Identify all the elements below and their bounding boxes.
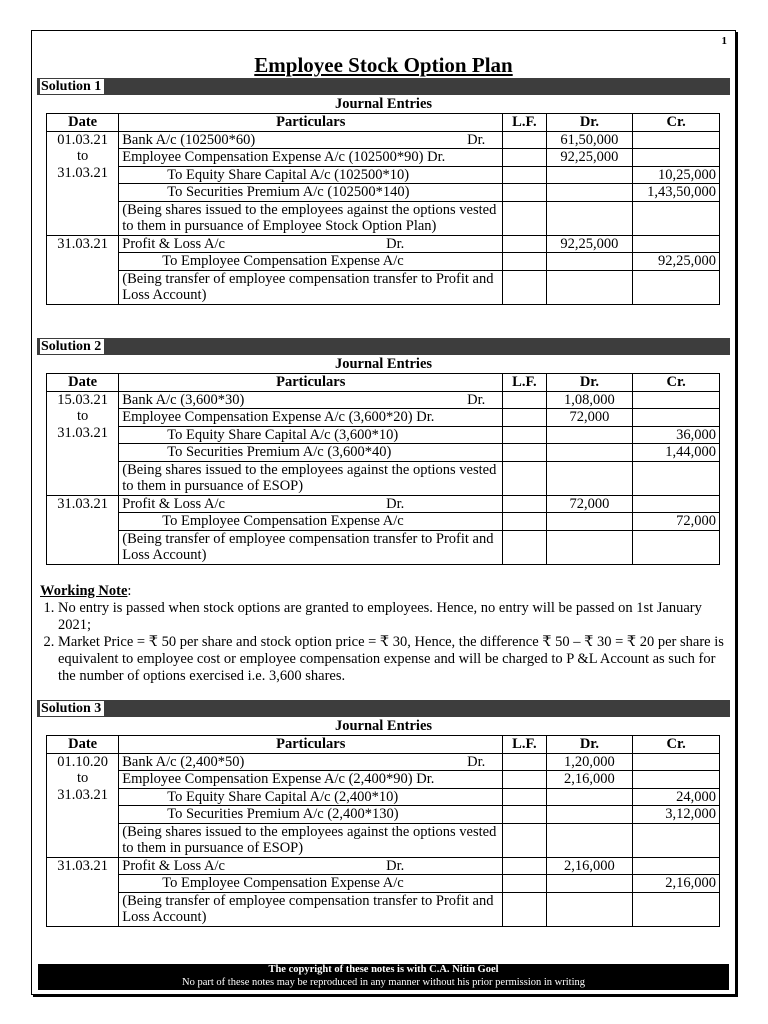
table-row: [47, 184, 720, 202]
table-row: [47, 857, 720, 875]
journal-entries-heading: Journal Entries: [334, 96, 433, 112]
narration: (Being transfer of employee compensation transfer to Profit and Loss Account): [119, 530, 503, 564]
credit-amount: 72,000: [633, 513, 720, 531]
narration: (Being transfer of employee compensation transfer to Profit and Loss Account): [119, 270, 503, 304]
journal-table: [46, 735, 720, 927]
dr-header: Dr.: [546, 374, 633, 392]
table-row: [47, 823, 720, 857]
debit-amount: 1,20,000: [546, 753, 633, 771]
dr-header: Dr.: [546, 736, 633, 754]
credit-amount: 24,000: [633, 788, 720, 806]
table-row: [47, 788, 720, 806]
table-row: [47, 149, 720, 167]
narration: (Being transfer of employee compensation transfer to Profit and Loss Account): [119, 892, 503, 926]
table-row: [47, 131, 720, 149]
table-row: [47, 530, 720, 564]
particular: To Equity Share Capital A/c (2,400*10): [119, 788, 503, 806]
particular: To Securities Premium A/c (3,600*40): [119, 444, 503, 462]
journal-entries-heading: Journal Entries: [334, 356, 433, 372]
working-note: Working Note: 1. No entry is passed when stock options are granted to employees. Hence, no entry will be passed on 1st January 2021; 2. Market Price = ₹ 50 per share and stock option price = ₹ 30, Hence, the difference ₹ 50 – ₹ 30 = ₹ 20 per share is equivalent to employee cost or employee compensation expense and will be charged to P &L Account as such for the number of options exercised i.e. 3,600 shares.: [40, 583, 725, 685]
date-header: Date: [47, 374, 119, 392]
particular: Profit & Loss A/c Dr.: [119, 235, 503, 253]
table-row: [47, 513, 720, 531]
working-note-list: [40, 600, 725, 685]
particular: To Employee Compensation Expense A/c: [119, 875, 503, 893]
particular: To Employee Compensation Expense A/c: [119, 253, 503, 271]
debit-amount: 1,08,000: [546, 391, 633, 409]
debit-amount: 92,25,000: [546, 149, 633, 167]
particulars-header: Particulars: [119, 736, 503, 754]
particular: Employee Compensation Expense A/c (102500*90) Dr.: [119, 149, 503, 167]
entry-date: 01.10.20 to 31.03.21: [47, 753, 119, 857]
date-header: Date: [47, 736, 119, 754]
credit-amount: 36,000: [633, 426, 720, 444]
journal-table: [46, 113, 720, 305]
credit-amount: 1,43,50,000: [633, 184, 720, 202]
table-header-row: [47, 736, 720, 754]
credit-amount: 2,16,000: [633, 875, 720, 893]
solution-header: [37, 78, 730, 95]
narration: (Being shares issued to the employees against the options vested to them in pursuance of ESOP): [119, 461, 503, 495]
table-row: [47, 461, 720, 495]
lf-header: L.F.: [503, 114, 546, 132]
debit-amount: 92,25,000: [546, 235, 633, 253]
credit-amount: 1,44,000: [633, 444, 720, 462]
table-row: [47, 875, 720, 893]
credit-amount: 10,25,000: [633, 166, 720, 184]
table-row: [47, 235, 720, 253]
narration: (Being shares issued to the employees against the options vested to them in pursuance of ESOP): [119, 823, 503, 857]
particular: Employee Compensation Expense A/c (2,400*90) Dr.: [119, 771, 503, 789]
working-note-item: 1. No entry is passed when stock options are granted to employees. Hence, no entry will be passed on 1st January 2021;: [58, 600, 725, 634]
page-frame: [31, 30, 736, 995]
table-row: [47, 495, 720, 513]
dr-header: Dr.: [546, 114, 633, 132]
narration: (Being shares issued to the employees against the options vested to them in pursuance of Employee Stock Option Plan): [119, 201, 503, 235]
particular: Bank A/c (2,400*50) Dr.: [119, 753, 503, 771]
particular: Profit & Loss A/c Dr.: [119, 495, 503, 513]
debit-amount: 61,50,000: [546, 131, 633, 149]
copyright-line: The copyright of these notes is with C.A. Nitin Goel: [268, 964, 499, 975]
entry-date: 31.03.21: [47, 235, 119, 304]
table-row: [47, 426, 720, 444]
page-title: Employee Stock Option Plan: [254, 53, 513, 77]
entry-date: 15.03.21 to 31.03.21: [47, 391, 119, 495]
table-row: [47, 444, 720, 462]
solution-label: Solution 2: [40, 339, 104, 354]
cr-header: Cr.: [633, 114, 720, 132]
table-header-row: [47, 374, 720, 392]
working-note-heading: Working Note: [40, 583, 128, 599]
page-number: 1: [721, 35, 727, 47]
table-header-row: [47, 114, 720, 132]
entry-date: 31.03.21: [47, 857, 119, 926]
solution-header: [37, 338, 730, 355]
debit-amount: 2,16,000: [546, 771, 633, 789]
entry-date: 31.03.21: [47, 495, 119, 564]
particulars-header: Particulars: [119, 374, 503, 392]
table-row: [47, 806, 720, 824]
particular: Profit & Loss A/c Dr.: [119, 857, 503, 875]
credit-amount: 92,25,000: [633, 253, 720, 271]
particular: To Employee Compensation Expense A/c: [119, 513, 503, 531]
particular: To Securities Premium A/c (2,400*130): [119, 806, 503, 824]
particular: To Securities Premium A/c (102500*140): [119, 184, 503, 202]
permission-line: No part of these notes may be reproduced in any manner without his prior permission in writing: [182, 976, 585, 988]
debit-amount: 72,000: [546, 495, 633, 513]
solution-header: [37, 700, 730, 717]
table-row: [47, 892, 720, 926]
journal-table: [46, 373, 720, 565]
lf-header: L.F.: [503, 374, 546, 392]
table-row: [47, 753, 720, 771]
particular: Employee Compensation Expense A/c (3,600*20) Dr.: [119, 409, 503, 427]
particular: Bank A/c (3,600*30) Dr.: [119, 391, 503, 409]
date-header: Date: [47, 114, 119, 132]
cr-header: Cr.: [633, 736, 720, 754]
table-row: [47, 771, 720, 789]
working-note-item: 2. Market Price = ₹ 50 per share and stock option price = ₹ 30, Hence, the difference ₹ 50 – ₹ 30 = ₹ 20 per share is equivalent to employee cost or employee compensation expense and will be charged to P &L Account as such for the number of options exercised i.e. 3,600 shares.: [58, 634, 725, 685]
table-row: [47, 391, 720, 409]
entry-date: 01.03.21 to 31.03.21: [47, 131, 119, 235]
journal-entries-heading: Journal Entries: [334, 718, 433, 734]
particulars-header: Particulars: [119, 114, 503, 132]
particular: To Equity Share Capital A/c (102500*10): [119, 166, 503, 184]
debit-amount: 72,000: [546, 409, 633, 427]
table-row: [47, 166, 720, 184]
table-row: [47, 409, 720, 427]
table-row: [47, 253, 720, 271]
solution-label: Solution 3: [40, 701, 104, 716]
debit-amount: 2,16,000: [546, 857, 633, 875]
table-row: [47, 270, 720, 304]
particular: Bank A/c (102500*60) Dr.: [119, 131, 503, 149]
credit-amount: 3,12,000: [633, 806, 720, 824]
copyright-footer: [38, 964, 729, 990]
cr-header: Cr.: [633, 374, 720, 392]
solution-label: Solution 1: [40, 79, 104, 94]
table-row: [47, 201, 720, 235]
lf-header: L.F.: [503, 736, 546, 754]
particular: To Equity Share Capital A/c (3,600*10): [119, 426, 503, 444]
